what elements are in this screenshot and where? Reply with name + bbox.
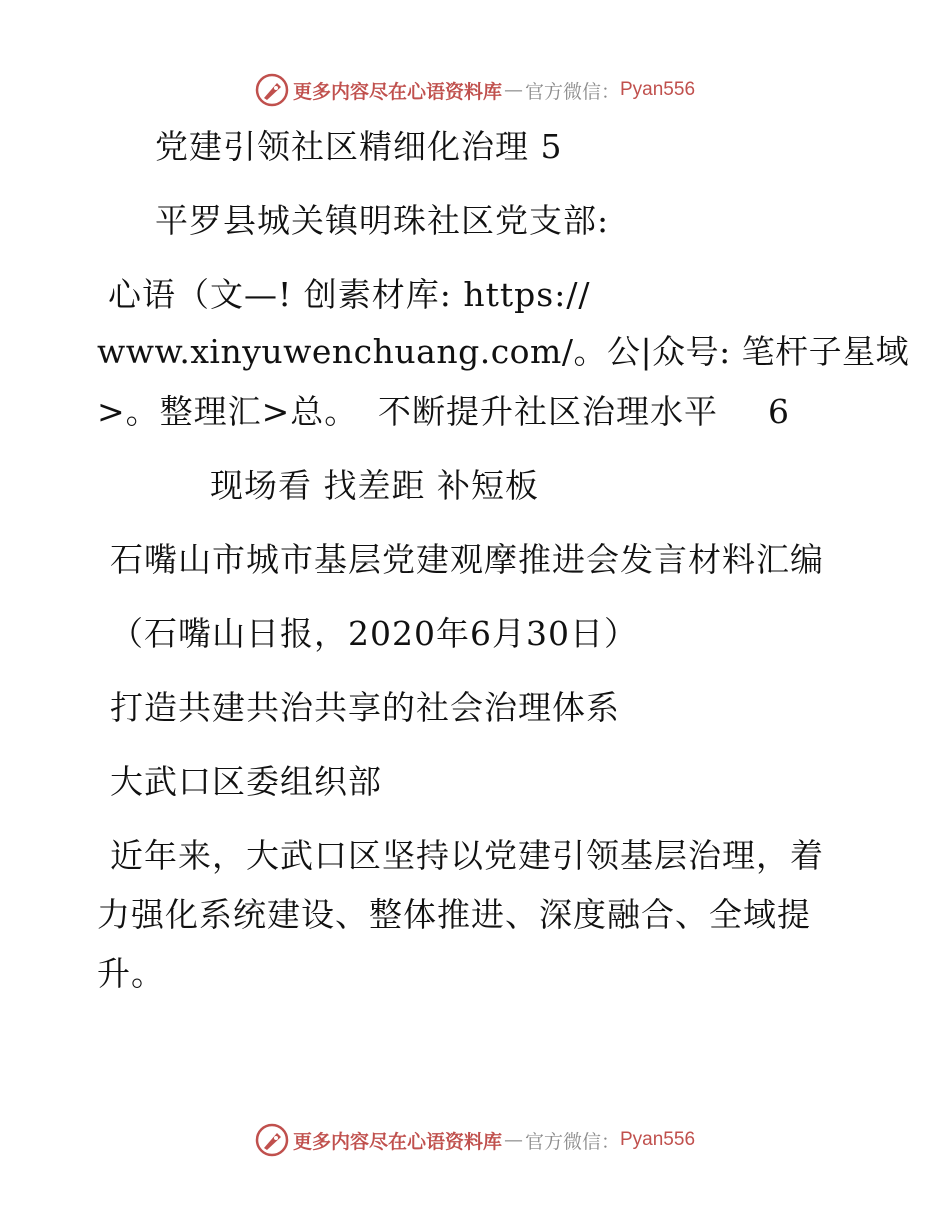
pen-nib-logo-icon [255,73,289,107]
banner-lead-text: 更多内容尽在心语资料库 [292,80,502,103]
compilation-title: 石嘴山市城市基层党建观摩推进会发言材料汇编 [110,540,824,579]
body-paragraph-line-3: 升。 [97,954,165,993]
body-paragraph-line-1: 近年来，大武口区坚持以党建引领基层治理，着 [110,836,824,875]
body-paragraph-line-2: 力强化系统建设、整体推进、深度融合、全域提 [97,895,811,934]
banner-lead-text: 更多内容尽在心语资料库 [292,1130,502,1153]
section-subtitle: 现场看 找差距 补短板 [210,466,539,505]
banner-wechat-label: 官方微信： [524,1130,620,1153]
toc-entry-title: 不断提升社区治理水平 [378,392,718,431]
pen-nib-logo-icon [255,1123,289,1157]
toc-author-line: 平罗县城关镇明珠社区党支部: [155,201,610,240]
toc-title-line: 党建引领社区精细化治理 5 [155,127,563,166]
header-banner [0,70,950,110]
article-title: 打造共建共治共享的社会治理体系 [110,688,620,727]
source-note: （石嘴山日报，2020年6月30日） [110,614,638,653]
watermark-line-3: >。整理汇>总。 [97,392,359,431]
banner-wechat-id: Pyan556 [620,1129,696,1150]
banner-dash: — [503,1129,523,1151]
footer-banner [0,1120,950,1160]
watermark-line-2: www.xinyuwenchuang.com/。公|众号: 笔杆子星域 [97,332,910,371]
watermark-line-1: 心语（文—! 创素材库: https:// [108,275,591,314]
banner-wechat-id: Pyan556 [620,79,696,100]
banner-dash: — [503,79,523,101]
banner-wechat-label: 官方微信： [524,80,620,103]
toc-entry-page: 6 [768,392,790,431]
article-author: 大武口区委组织部 [110,762,382,801]
